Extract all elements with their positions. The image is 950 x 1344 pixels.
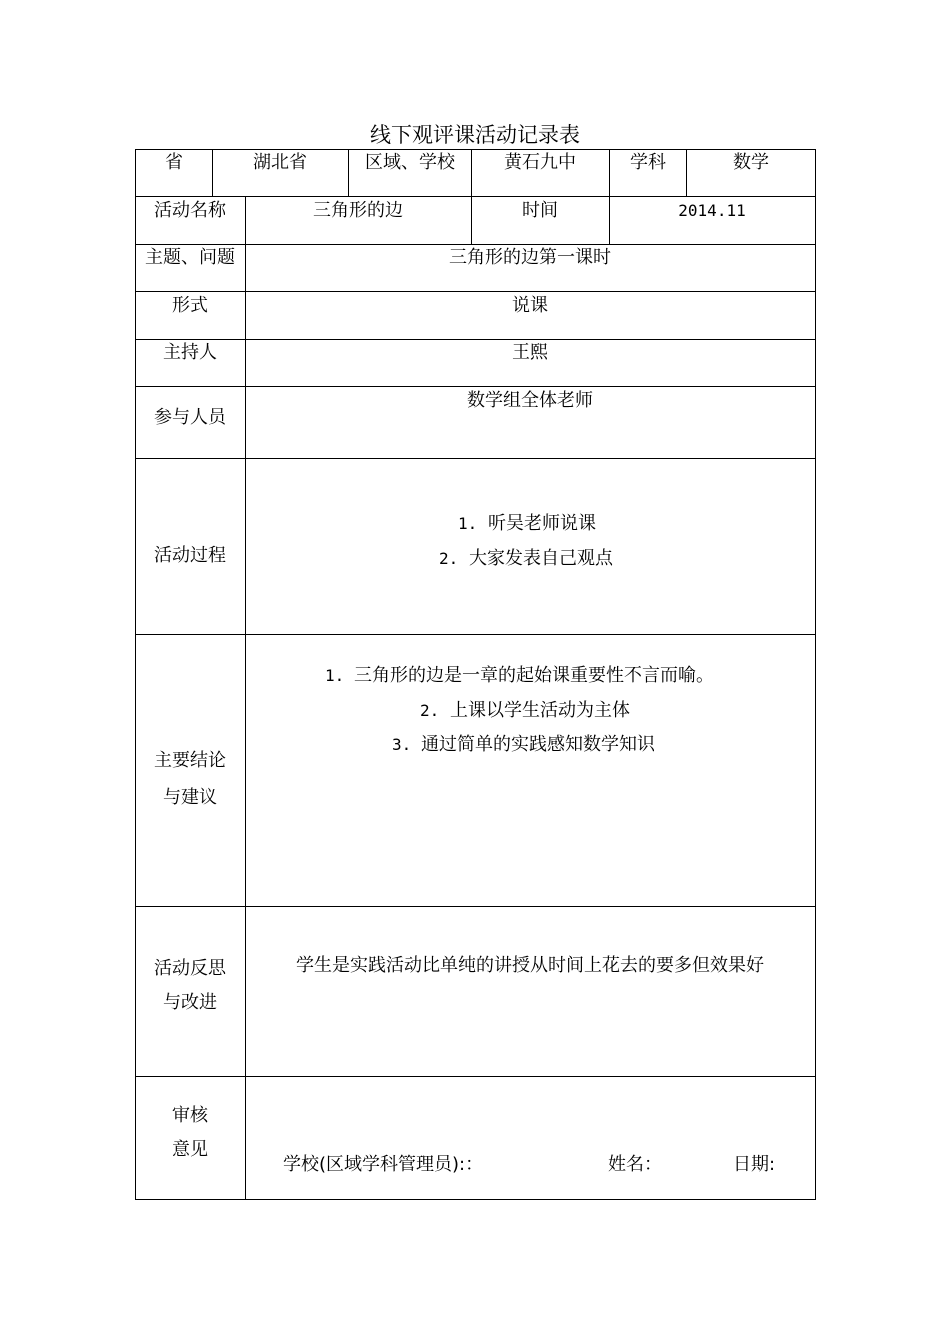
process-item-text: 大家发表自己观点: [469, 548, 613, 569]
topic-label: 主题、问题: [145, 247, 235, 268]
school-value: 黄石九中: [504, 152, 576, 173]
column-divider: [686, 149, 687, 197]
participants-value: 数学组全体老师: [467, 390, 593, 411]
review-label-line1: 审核: [172, 1105, 208, 1126]
activity-name-label: 活动名称: [154, 200, 226, 221]
process-label: 活动过程: [154, 545, 226, 566]
row-divider: [135, 906, 816, 907]
column-divider: [212, 149, 213, 197]
form-value: 说课: [512, 295, 548, 316]
table-border-bottom: [135, 1199, 816, 1200]
row-divider: [135, 634, 816, 635]
conclusion-item-number: 2.: [420, 701, 440, 720]
subject-label: 学科: [630, 152, 666, 173]
table-border-left: [135, 149, 136, 1200]
participants-label: 参与人员: [154, 407, 226, 428]
table-border-right: [815, 149, 816, 1200]
row-divider: [135, 339, 816, 340]
reflection-label-line1: 活动反思: [154, 958, 226, 979]
activity-name-value: 三角形的边: [313, 200, 403, 221]
name-field: 姓名：: [608, 1154, 662, 1175]
label-column-divider: [245, 196, 246, 1200]
row-divider: [135, 458, 816, 459]
province-label: 省: [165, 152, 183, 173]
process-item-number: 2.: [439, 549, 459, 568]
host-value: 王熙: [512, 342, 548, 363]
conclusions-label-line1: 主要结论: [154, 750, 226, 771]
time-value: 2014.11: [678, 201, 746, 220]
form-label: 形式: [172, 295, 208, 316]
host-label: 主持人: [163, 342, 217, 363]
reflection-value: 学生是实践活动比单纯的讲授从时间上花去的要多但效果好: [296, 955, 764, 976]
conclusion-item-text: 通过简单的实践感知数学知识: [421, 734, 655, 755]
school-label: 区域、学校: [365, 152, 455, 173]
topic-value: 三角形的边第一课时: [449, 247, 611, 268]
conclusion-item-number: 3.: [392, 735, 412, 754]
table-border-top: [135, 149, 816, 150]
row-divider: [135, 244, 816, 245]
province-value: 湖北省: [253, 152, 307, 173]
process-item-number: 1.: [458, 514, 478, 533]
row-divider: [135, 386, 816, 387]
column-divider: [471, 149, 472, 244]
row-divider: [135, 196, 816, 197]
page-title: 线下观评课活动记录表: [370, 123, 580, 147]
process-item-text: 听吴老师说课: [488, 513, 596, 534]
school-admin-field: 学校(区域学科管理员):：: [283, 1154, 484, 1175]
column-divider: [348, 149, 349, 197]
conclusion-item-text: 上课以学生活动为主体: [450, 700, 630, 721]
date-field: 日期:: [733, 1154, 776, 1175]
reflection-label-line2: 与改进: [163, 992, 217, 1013]
column-divider: [609, 149, 610, 244]
review-label-line2: 意见: [172, 1139, 208, 1160]
subject-value: 数学: [733, 152, 769, 173]
row-divider: [135, 291, 816, 292]
row-divider: [135, 1076, 816, 1077]
time-label: 时间: [522, 200, 558, 221]
conclusions-label-line2: 与建议: [163, 787, 217, 808]
conclusion-item-text: 三角形的边是一章的起始课重要性不言而喻。: [354, 665, 714, 686]
conclusion-item-number: 1.: [325, 666, 345, 685]
